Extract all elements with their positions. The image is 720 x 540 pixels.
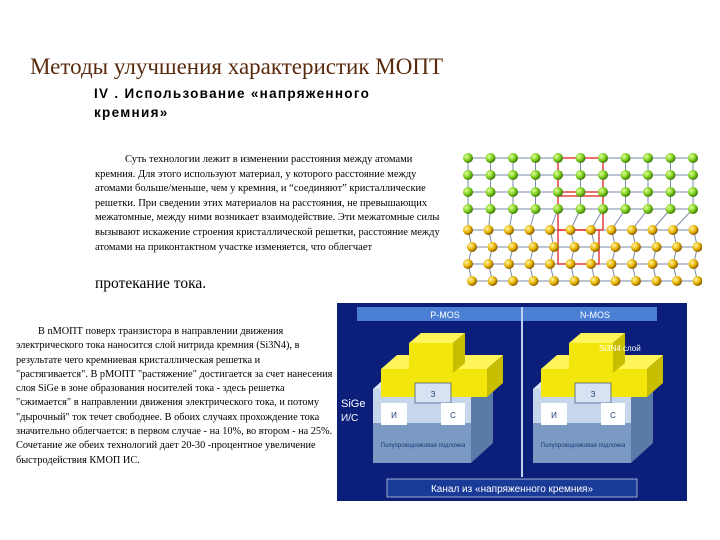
substrate-atom bbox=[611, 276, 621, 286]
p-mos-label: P-MOS bbox=[430, 310, 460, 320]
silicon-atom bbox=[486, 170, 496, 180]
silicon-atom bbox=[486, 204, 496, 214]
substrate-atom bbox=[590, 276, 600, 286]
silicon-atom bbox=[643, 204, 653, 214]
silicon-atom bbox=[598, 187, 608, 197]
silicon-atom bbox=[531, 170, 541, 180]
sige-label: SiGe bbox=[341, 398, 366, 410]
substrate-atom bbox=[607, 259, 617, 269]
silicon-atom bbox=[553, 204, 563, 214]
substrate-atom bbox=[529, 242, 539, 252]
strained-silicon-diagram bbox=[337, 303, 687, 501]
substrate-atom bbox=[693, 242, 703, 252]
section-subtitle: IV . Использование «напряженного кремния» bbox=[94, 86, 371, 120]
silicon-atom bbox=[531, 204, 541, 214]
silicon-atom bbox=[553, 153, 563, 163]
substrate-atom bbox=[631, 242, 641, 252]
substrate-atom bbox=[648, 225, 658, 235]
silicon-atom bbox=[531, 187, 541, 197]
substrate-atom bbox=[693, 276, 703, 286]
silicon-atom bbox=[621, 187, 631, 197]
substrate-atom bbox=[652, 276, 662, 286]
substrate-atom bbox=[545, 225, 555, 235]
paragraph-text: В nМОПТ поверх транзистора в направлении движения электрического тока наносится слой нитрида кремния (Si3N4), в результате чего кремниевая кристаллическая решетка и "растягивается". В pМОПТ "растяжение" достигается за счет нанесения слоя SiGe в зоне образования носителей тока - здесь решетка "сжимается" в направлении движения электрического тока, и потому "дырочный" ток течет свободнее. В обоих случаях прохождение тока значительно облегчается: в первом случае - на 10%, во втором - на 25%. Сочетание же обеих технологий дает 20-30 -процентное увеличение быстродействия КМОП ИС. bbox=[16, 326, 333, 466]
silicon-atom bbox=[688, 153, 698, 163]
silicon-atom bbox=[531, 153, 541, 163]
silicon-atom bbox=[666, 187, 676, 197]
p-substrate-label: Полупроводниковая подложка bbox=[380, 443, 466, 449]
substrate-atom bbox=[504, 259, 514, 269]
silicon-atom bbox=[621, 170, 631, 180]
substrate-atom bbox=[463, 259, 473, 269]
silicon-atom bbox=[576, 204, 586, 214]
silicon-atom bbox=[463, 204, 473, 214]
substrate-atom bbox=[689, 225, 699, 235]
silicon-atom bbox=[508, 153, 518, 163]
substrate-atom bbox=[607, 225, 617, 235]
substrate-atom bbox=[545, 259, 555, 269]
silicon-atom bbox=[508, 170, 518, 180]
silicon-atom bbox=[598, 170, 608, 180]
n-source-label: И bbox=[551, 411, 557, 420]
substrate-atom bbox=[689, 259, 699, 269]
substrate-atom bbox=[627, 259, 637, 269]
substrate-atom bbox=[672, 242, 682, 252]
silicon-atom bbox=[643, 187, 653, 197]
silicon-atom bbox=[598, 204, 608, 214]
ic-label: И/С bbox=[341, 413, 359, 424]
substrate-atom bbox=[586, 225, 596, 235]
silicon-atom bbox=[688, 170, 698, 180]
p-gate-label: З bbox=[430, 390, 436, 399]
silicon-atom bbox=[508, 187, 518, 197]
substrate-atom bbox=[652, 242, 662, 252]
substrate-atom bbox=[672, 276, 682, 286]
substrate-atom bbox=[549, 276, 559, 286]
substrate-atom bbox=[529, 276, 539, 286]
silicon-atom bbox=[576, 153, 586, 163]
silicon-atom bbox=[598, 153, 608, 163]
silicon-atom bbox=[553, 187, 563, 197]
silicon-atom bbox=[666, 153, 676, 163]
silicon-atom bbox=[621, 153, 631, 163]
substrate-atom bbox=[504, 225, 514, 235]
substrate-atom bbox=[484, 259, 494, 269]
substrate-atom bbox=[586, 259, 596, 269]
substrate-atom bbox=[488, 276, 498, 286]
substrate-atom bbox=[566, 259, 576, 269]
silicon-atom bbox=[688, 204, 698, 214]
substrate-atom bbox=[648, 259, 658, 269]
silicon-atom bbox=[486, 187, 496, 197]
n-substrate-label: Полупроводниковая подложка bbox=[540, 443, 626, 449]
substrate-atom bbox=[463, 225, 473, 235]
substrate-atom bbox=[668, 225, 678, 235]
silicon-atom bbox=[643, 170, 653, 180]
silicon-atom bbox=[576, 170, 586, 180]
p-drain-label: С bbox=[450, 411, 456, 420]
page-title: Методы улучшения характеристик МОПТ bbox=[30, 54, 444, 79]
substrate-atom bbox=[549, 242, 559, 252]
substrate-atom bbox=[488, 242, 498, 252]
substrate-atom bbox=[570, 276, 580, 286]
n-mos-label: N-MOS bbox=[580, 310, 610, 320]
silicon-atom bbox=[666, 170, 676, 180]
silicon-atom bbox=[688, 187, 698, 197]
silicon-atom bbox=[463, 170, 473, 180]
substrate-atom bbox=[627, 225, 637, 235]
silicon-atom bbox=[576, 187, 586, 197]
substrate-atom bbox=[508, 242, 518, 252]
substrate-atom bbox=[467, 276, 477, 286]
substrate-atom bbox=[631, 276, 641, 286]
substrate-atom bbox=[525, 259, 535, 269]
silicon-atom bbox=[463, 153, 473, 163]
substrate-atom bbox=[467, 242, 477, 252]
p-source-label: И bbox=[391, 411, 397, 420]
n-gate-label: З bbox=[590, 390, 596, 399]
silicon-atom bbox=[643, 153, 653, 163]
substrate-atom bbox=[668, 259, 678, 269]
substrate-atom bbox=[525, 225, 535, 235]
silicon-atom bbox=[486, 153, 496, 163]
substrate-atom bbox=[590, 242, 600, 252]
si3n4-label: Si3N4 слой bbox=[599, 344, 641, 353]
silicon-atom bbox=[508, 204, 518, 214]
silicon-atom bbox=[621, 204, 631, 214]
substrate-atom bbox=[566, 225, 576, 235]
paragraph-mosfet bbox=[16, 325, 334, 468]
crystal-lattice-image bbox=[462, 150, 702, 290]
paragraph-text: Суть технологии лежит в изменении расстояния между атомами кремния. Для этого используют материал, у которого расстояние между атомами больше/меньше, чем у кремния, и “соединяют” кристаллические решетки. При сведении этих материалов на расстояния, не превышающих межатомные, между ними возникает взаимодействие. Эти межатомные силы вызывают искажение строения кристаллической решетки, расстояние между атомами на приконтактном участке изменяется, что облегчает bbox=[95, 154, 440, 253]
paragraph-tail: протекание тока. bbox=[95, 275, 207, 292]
silicon-atom bbox=[666, 204, 676, 214]
silicon-atom bbox=[463, 187, 473, 197]
silicon-atom bbox=[553, 170, 563, 180]
diagram-caption: Канал из «напряженного кремния» bbox=[430, 484, 594, 495]
substrate-atom bbox=[508, 276, 518, 286]
substrate-atom bbox=[570, 242, 580, 252]
substrate-atom bbox=[611, 242, 621, 252]
n-drain-label: С bbox=[610, 411, 616, 420]
paragraph-strained-silicon bbox=[95, 153, 450, 255]
substrate-atom bbox=[484, 225, 494, 235]
